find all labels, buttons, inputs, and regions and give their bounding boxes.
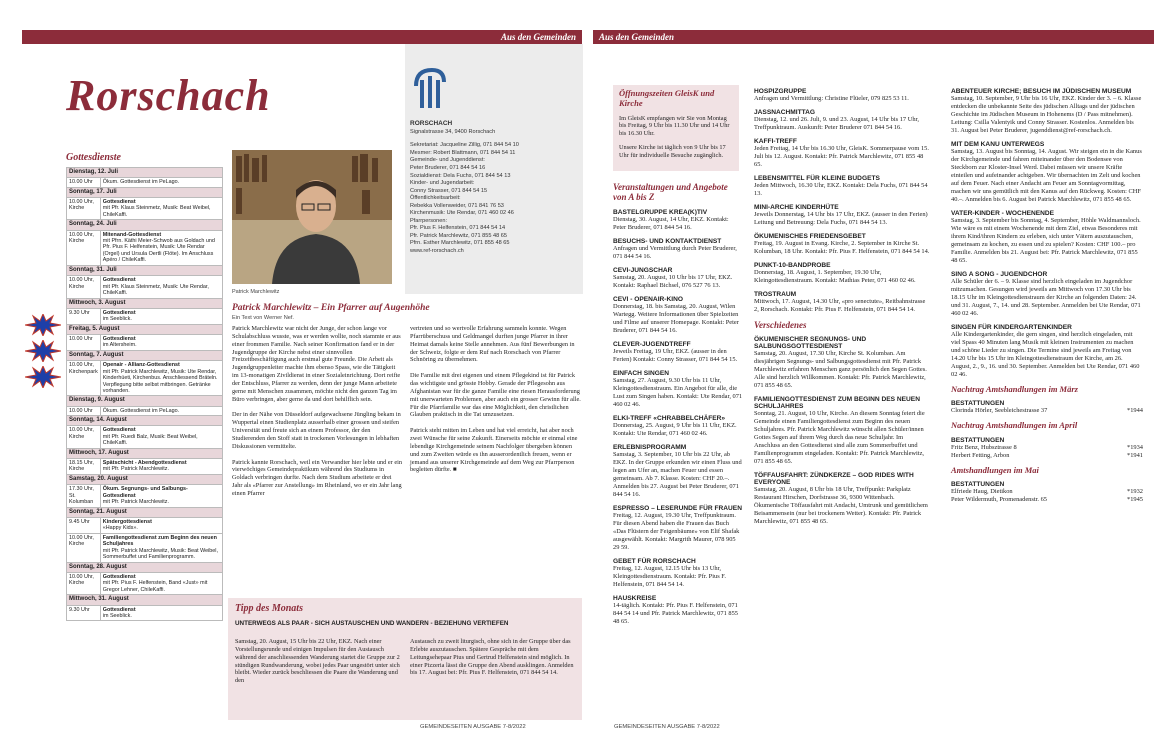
service-time: 10.00 Uhr, Kirche: [67, 426, 101, 448]
service-title: Ökum. Segnungs- und Salbungs-Gottesdienst: [102, 486, 188, 499]
service-detail: [100, 230, 222, 265]
service-row: [67, 426, 223, 448]
day-label: Mittwoch, 31. August: [67, 595, 223, 605]
service-row: [67, 517, 223, 533]
tipp-col-1: Samstag, 20. August, 15 Uhr bis 22 Uhr, EKZ. Nach einer Vorstellungsrunde und einigen Impulsen für den Austausch während der anschliessenden Wanderung startet die Gruppe zur 2 stündigen Rundwanderung, wobei jedes Paar ungestört unter sich bleibt. Wieder zurück beschliessen die Paare die Wanderung und den: [235, 638, 400, 685]
burial-name: Fritz Benz, Hubsztrasse 8: [951, 443, 1017, 451]
contact-line: Öffentlichkeitsarbeit:: [410, 195, 461, 202]
burial-year: *1945: [1127, 496, 1143, 504]
event-text: Samstag, 27. August, 9.30 Uhr bis 11 Uhr, Kleingottesdienstraum. Ein Angebot für alle, die Lust zum Singen haben. Kontakt: Ute Rendar, 071 460 02 46.: [613, 376, 743, 408]
event-heading: ÖKUMENISCHER SEGNUNGS- UND SALBUNGSGOTTESDIENST: [754, 336, 867, 350]
service-detail: [100, 572, 222, 594]
events-column-b: [754, 82, 930, 526]
event-heading: ELKI-TREFF «CHRABBELCHÄFER»: [613, 414, 726, 422]
service-row: [67, 572, 223, 594]
gottesdienste-section: [66, 152, 223, 621]
service-title: Familiengottesdienst zum Beginn des neuen Schuljahres: [102, 534, 217, 548]
service-detail: [100, 485, 222, 507]
service-time: 10.00 Uhr, Kirche: [67, 533, 101, 562]
burial-year: *1932: [1127, 488, 1143, 496]
service-detail: [100, 178, 222, 187]
contact-lines: [410, 142, 582, 255]
service-detail: [100, 533, 222, 562]
event-text: Mittwoch, 17. August, 14.30 Uhr, «pro senectute», Reitbahnstrasse 2, Rorschach. Kontakt: Pfr. Pius F. Helfenstein, 071 844 54 14.: [754, 298, 926, 313]
day-row: [67, 220, 223, 230]
contact-line: Mesmer: Robert Blattmann, 071 844 54 11: [410, 149, 516, 156]
tipp-title: Tipp des Monats: [235, 603, 303, 614]
event-text: Jeden Mittwoch, 16.30 Uhr, EKZ. Kontakt: Dela Fuchs, 071 844 54 13.: [754, 182, 928, 197]
event-heading: CEVI - OPENAIR-KINO: [613, 295, 683, 303]
event-heading: SINGEN FÜR KINDERGARTENKINDER: [951, 324, 1072, 331]
service-row: [67, 485, 223, 507]
header-bar-left: [22, 30, 582, 44]
service-detail: [100, 361, 222, 396]
service-row: [67, 458, 223, 474]
nachtrag-title: Nachtrag Amtshandlungen im April: [951, 420, 1078, 431]
burial-row: [951, 407, 1143, 415]
oeffnung-text-1: Im GleisK empfangen wir Sie von Montag bis Freitag, 9 Uhr bis 11.30 Uhr und 14 Uhr bis 16.30 Uhr.: [619, 114, 730, 138]
day-label: Dienstag, 9. August: [67, 396, 223, 406]
event-text: Anfragen und Vermittlung: Christine Flüeler, 079 825 53 11.: [754, 95, 909, 102]
day-label: Mittwoch, 17. August: [67, 448, 223, 458]
day-row: [67, 324, 223, 334]
burst-marker-icon: [25, 314, 61, 336]
contact-line: www.ref-rorschach.ch: [410, 247, 464, 254]
contact-line: Conny Strasser, 071 844 54 15: [410, 187, 488, 194]
burial-year: *1944: [1127, 407, 1143, 415]
event-text: Samstag, 10. September, 9 Uhr bis 16 Uhr, EKZ. Kinder der 3. – 6. Klasse entdecken die unbekannte Seite des jüdischen Alltags und der jüdischen Geschichte im Jüdischen Museum in Hohenems (D / Pass mitnehmen). Leitung: Csilla Valentyik und Conny Strasser. Kostenlos. Anmelden bis 31. August bei Peter Bruderer, jugenddienst@ref-rorschach.ch.: [951, 95, 1142, 134]
veranstaltungen-column: [613, 183, 743, 626]
oeffnung-text-2: Unsere Kirche ist täglich von 9 Uhr bis 17 Uhr für individuelle Besuche zugänglich.: [619, 144, 726, 159]
gottesdienste-table: [66, 167, 223, 621]
event-heading: EINFACH SINGEN: [613, 369, 670, 377]
nachtrag-subtitle: BESTATTUNGEN: [951, 436, 1005, 444]
event-heading: SING A SONG - JUGENDCHOR: [951, 271, 1048, 278]
event-heading: CLEVER-JUGENDTREFF: [613, 340, 691, 348]
service-text: mit Pfr. Klaus Steinmetz, Musik: Ute Rendar, ChileKaffi.: [102, 283, 209, 297]
day-label: Sonntag, 17. Juli: [67, 187, 223, 197]
burst-marker-icon: [25, 366, 61, 388]
portrait-photo: [232, 150, 392, 284]
service-text: im Seeblick.: [102, 316, 132, 323]
page-title: Rorschach: [66, 71, 271, 120]
footer-left: GEMEINDESEITEN AUSGABE 7-8/2022: [420, 724, 526, 730]
service-title: Gottesdienst: [102, 606, 136, 613]
nachtrag-section: [951, 385, 1143, 504]
contact-line: Pfr. Pius F. Helfenstein, 071 844 54 14: [410, 225, 506, 232]
contact-info: [410, 68, 582, 256]
service-time: 9.30 Uhr: [67, 605, 101, 621]
event-heading: BASTELGRUPPE KREA(K)TIV: [613, 208, 708, 216]
service-text: mit Pfr. Ruedi Balz, Musik: Beat Weibel, ChileKaffi.: [102, 433, 198, 447]
service-detail: [100, 406, 222, 415]
service-text: im Altersheim.: [102, 342, 137, 349]
tipp-col-2: Austausch zu zweit liturgisch, ohne sich in der Gruppe über das Erlebte auszutauschen. Spätere Gespräche mit dem Leitungsehepaar Pius und Gertrud Helfenstein sind möglich. In einer Pizzeria lässt die Gruppe den Abend ausklingen. Anmelden bis 17. August bei: Pfr. Pius F. Helfenstein, 071 844 54 14.: [410, 638, 574, 677]
event-text: 14-täglich. Kontakt: Pfr. Pius F. Helfenstein, 071 844 54 14 und Pfr. Patrick Marchlewitz, 071 855 48 65.: [613, 601, 738, 625]
verschiedenes-title: Verschiedenes: [754, 320, 807, 330]
service-text: mit Pfr. Klaus Steinmetz, Musik: Beat Weibel, ChileKaffi.: [102, 205, 211, 218]
event-text: Samstag, 3. September bis Sonntag, 4. September, Höhle Waldmannsloch. Wie wäre es mit einem Wochenende mit dem Ziel, etwas Besonderes mit ihrem Kind/ihren Kindern zu erleben, sich unter Vätern auszutauschen, gemeinsam zu kochen, zu essen und zu spielen? Kosten: CHF 100.– pro Familie. Anmelden bis 21. August bei: Pfr. Patrick Marchlewitz, 071 855 48 65.: [951, 217, 1141, 264]
header-label-left: Aus den Gemeinden: [500, 32, 576, 42]
service-text: Ökum. Gottesdienst im PeLago.: [102, 407, 180, 414]
contact-line: Gemeinde- und Jugenddienst:: [410, 157, 485, 164]
service-text: mit Pfr. Pius F. Helfenstein, Band «Just» mit Gregor Lehner, ChileKaffi.: [102, 580, 208, 593]
burial-row: [951, 496, 1143, 504]
service-row: [67, 533, 223, 562]
event-heading: BESUCHS- UND KONTAKTDIENST: [613, 237, 722, 245]
service-title: Gottesdienst: [102, 335, 136, 342]
event-heading: MINI-ARCHE KINDERHÜTE: [754, 204, 839, 211]
nachtrag-subtitle: BESTATTUNGEN: [951, 400, 1005, 408]
service-row: [67, 276, 223, 298]
service-title: Gottesdienst: [102, 198, 136, 205]
event-text: Freitag, 12. August, 12.15 Uhr bis 13 Uhr, Kleingottesdienstraum. Kontakt: Pfr. Pius F. Helfenstein, 071 844 54 14.: [613, 564, 726, 588]
event-heading: LEBENSMITTEL FÜR KLEINE BUDGETS: [754, 175, 880, 182]
service-time: 17.30 Uhr, St. Kolumban: [67, 485, 101, 507]
article-col-2: vertreten und so wertvolle Erfahrung sammeln konnte. Wegen Pfarrüberschuss und Geldmangel durften junge Pfarrer in ihrer Heimat damals keine Stelle annehmen. Aus fünf Bewerbungen in der Schweiz, folgte er dem Ruf nach Rorschach von Pfarrer Schnöring zu übernehmen. Die Familie mit drei eigenen und einem Pflegekind ist für Patrick das wichtigste und grösste Hobby. Gerade der Pflegesohn aus Afghanistan war für die ganze Familie eine riesen Herausforderung mit unerwarteten Problemen, aber auch ein grosser Gewinn für alle. Für die Pfarrfamilie war das eine Möglichkeit, den christlichen Glauben praktisch in die Tat umzusetzen. Patrick steht mitten im Leben und hat viel erreicht, hat aber noch zwei Wünsche für seine Zukunft. Einerseits möchte er einmal eine lebendige Kirchgemeinde seinem Nachfolger übergeben können und zum Zweiten würde es ihn ausserordentlich freuen, wenn er jemand aus unserer Kirchgemeinde auf dem Weg zur Pfarrperson begleiten dürfte. ■: [410, 325, 581, 474]
day-row: [67, 396, 223, 406]
nachtrag-title: Amtshandlungen im Mai: [951, 464, 1039, 475]
event-text: Jeweils Donnerstag, 14 Uhr bis 17 Uhr, EKZ. (ausser in den Ferien) Leitung und Betreuung: Dela Fuchs, 071 844 54 13.: [754, 211, 928, 226]
events-column-c: [951, 82, 1143, 504]
day-row: [67, 265, 223, 275]
day-label: Dienstag, 12. Juli: [67, 168, 223, 178]
header-label-right: Aus den Gemeinden: [599, 32, 675, 42]
event-text: Freitag, 19. August in Evang. Kirche, 2. September in Kirche St. Kolumban, 18 Uhr. Kontakt: Pfr. Pius F. Helfenstein, 071 844 54 14.: [754, 240, 930, 255]
day-row: [67, 448, 223, 458]
burial-name: Clorinda Hörler, Seebleichestrasse 37: [951, 407, 1048, 415]
service-detail: [100, 426, 222, 448]
event-heading: FAMILIENGOTTESDIENST ZUM BEGINN DES NEUEN SCHULJAHRES: [754, 396, 920, 410]
event-heading: ABENTEUER KIRCHE; BESUCH IM JÜDISCHEN MUSEUM: [951, 88, 1132, 95]
event-list-c: [951, 88, 1143, 379]
event-text: Donnerstag, 18. August, 1. September, 19.30 Uhr, Kleingottesdienstraum. Kontakt: Mathias Peter, 071 460 02 46.: [754, 269, 916, 284]
service-time: 10.00 Uhr: [67, 334, 101, 350]
day-row: [67, 298, 223, 308]
service-detail: [100, 334, 222, 350]
event-text: Alle Kindergartenkinder, die gern singen, sind herzlich eingeladen, mit viel Spass 40 Minuten lang Musik mit kleinen Instrumenten zu machen und schöne Lieder zu singen. Die Termine sind jeweils am Freitag von 14.20 Uhr bis 15 Uhr im Kleingottesdienstraum der Kirche, am 26. August, 2., 9., 16. und 30. September. Anmelden bei Ute Rendar, 071 460 02 46.: [951, 331, 1140, 378]
contact-line: Kinder- und Jugendarbeit:: [410, 180, 475, 187]
contact-line: Sekretariat: Jacqueline Zillig, 071 844 54 10: [410, 142, 519, 149]
event-heading: CEVI-JUNGSCHAR: [613, 266, 673, 274]
event-text: Freitag, 12. August, 19.30 Uhr, Treffpunktraum. Für diesen Abend haben die Frauen das Buch «Das Flüstern der Feigenbäume» von Elif Shafak ausgewählt. Kontakt: Margrith Maurer, 078 905 29 59.: [613, 511, 740, 551]
contact-line: Pfr. Patrick Marchlewitz, 071 855 48 65: [410, 232, 508, 239]
service-row: [67, 406, 223, 415]
contact-line: Sozialdienst: Dela Fuchs, 071 844 54 13: [410, 172, 511, 179]
gottesdienste-title: Gottesdienste: [66, 152, 121, 163]
event-heading: VATER-KINDER - WOCHENENDE: [951, 210, 1055, 217]
event-heading: HAUSKREISE: [613, 594, 657, 602]
event-text: Jeden Freitag, 14 Uhr bis 16.30 Uhr, GleisK. Sommerpause vom 15. Juli bis 12. August. Kontakt: Pfr. Patrick Marchlewitz, 071 855 48 65.: [754, 145, 929, 168]
service-title: Openair - Allianz-Gottesdienst: [102, 362, 180, 369]
event-heading: GEBET FÜR RORSCHACH: [613, 557, 696, 565]
nachtrag-title: Nachtrag Amtshandlungen im März: [951, 384, 1078, 394]
event-heading: ERLEBNISPROGRAMM: [613, 443, 687, 451]
event-text: Samstag, 20. August, 8 Uhr bis 18 Uhr, Treffpunkt: Parkplatz Restaurant Hirschen, Dorfstrasse 36, 9300 Wittenbach. Ökumenische Töffausfahrt mit Andacht, Umtrunk und gemütlichem Beisammensein (nur bei trockenem Wetter). Kontakt: Pfr. Patrick Marchlewitz, 071 855 48 65.: [754, 486, 928, 525]
event-text: Anfragen und Vermittlung durch Peter Bruderer, 071 844 54 16.: [613, 244, 737, 260]
service-detail: [100, 517, 222, 533]
day-row: [67, 595, 223, 605]
event-text: Sonntag, 21. August, 10 Uhr, Kirche. An diesem Sonntag feiert die Gemeinde einen Familiengottesdienst zum Beginn des neuen Schuljahres. Pfr. Patrick Marchlewitz wünscht allen Schüler/innen Gottes Segen auf ihrem Weg durch das neue Schuljahr. Im Anschluss an den Gottesdienst sind alle zum Sommerbuffet und Familienprogramm eingeladen. Kontakt: Pfr. Patrick Marchlewitz, 071 855 48 65.: [754, 410, 925, 465]
service-time: 10.00 Uhr, Kirche: [67, 276, 101, 298]
article-title: Patrick Marchlewitz – Ein Pfarrer auf Augenhöhe: [232, 303, 430, 313]
service-row: [67, 308, 223, 324]
event-heading: JASSNACHMITTAG: [754, 109, 816, 116]
burial-row: [951, 444, 1143, 452]
day-label: Freitag, 5. August: [67, 324, 223, 334]
service-text: mit Pfrn. Käthi Meier-Schwob aus Goldach und Pfr. Pius F. Helfenstein, Musik: Ute Rendar (Orgel) und Ursula Oertli (Flöte). Im Anschluss Apéro / ChileKaffi.: [102, 237, 215, 264]
article-byline: Ein Text von Werner Nef.: [232, 315, 294, 321]
contact-line: Rebekka Vollenweider, 071 841 76 53: [410, 202, 504, 209]
burial-year: *1934: [1127, 443, 1143, 451]
service-text: im Seeblick.: [102, 613, 132, 619]
service-time: 10.00 Uhr, Kirchenpark: [67, 361, 101, 396]
day-label: Sonntag, 28. August: [67, 562, 223, 572]
service-text: «Happy Kids».: [102, 525, 138, 532]
day-row: [67, 507, 223, 517]
photo-caption: Patrick Marchlewitz: [232, 289, 280, 295]
day-row: [67, 168, 223, 178]
day-row: [67, 416, 223, 426]
service-detail: [100, 605, 222, 621]
service-text: mit Pfr. Patrick Marchlewitz, Musik: Ute Rendar, Kinderhüeti, Kirchenbus. Anschliessend Bräteln. Verpflegung bitte selbst mitbringen. Getränke vorhanden.: [102, 368, 218, 394]
event-text: Donnerstag, 25. August, 9 Uhr bis 11 Uhr, EKZ. Kontakt: Ute Rendar, 071 460 02 46.: [613, 421, 737, 437]
contact-name: RORSCHACH: [410, 120, 453, 127]
header-bar-right: [593, 30, 1154, 44]
event-heading: HOSPIZGRUPPE: [754, 88, 807, 95]
service-time: 10.00 Uhr, Kirche: [67, 197, 101, 219]
burial-year: *1941: [1127, 451, 1143, 459]
burial-row: [951, 452, 1143, 460]
burial-name: Peter Wildermuth, Promenadenstr. 65: [951, 496, 1047, 504]
service-detail: [100, 197, 222, 219]
service-title: Mitenand-Gottesdienst: [102, 231, 162, 238]
event-text: Samstag, 20. August, 17.30 Uhr, Kirche St. Kolumban. Am diesjährigen Segnungs- und Salbungsgottesdienst mit Pfr. Patrick Marchlewitz erfahren Menschen ganz persönlich den Segen Gottes. Alle sind herzlich Willkommen. Kontakt: Pfr. Patrick Marchlewitz, 071 855 48 65.: [754, 350, 927, 389]
contact-address: Signalstrasse 34, 9400 Rorschach: [410, 128, 496, 135]
event-text: Dienstag, 30. August, 14 Uhr, EKZ. Kontakt: Peter Bruderer, 071 844 54 16.: [613, 215, 729, 231]
service-time: 10.00 Uhr: [67, 178, 101, 187]
burial-row: [951, 488, 1143, 496]
service-time: 9.45 Uhr: [67, 517, 101, 533]
service-time: 10.00 Uhr, Kirche: [67, 230, 101, 265]
event-list-b: [754, 88, 930, 314]
footer-right: GEMEINDESEITEN AUSGABE 7-8/2022: [614, 724, 720, 730]
day-label: Mittwoch, 3. August: [67, 298, 223, 308]
service-text: mit Pfr. Patrick Marchlewitz, Musik: Beat Weibel, Sommerbuffet und Familienprogramm.: [102, 547, 218, 561]
event-list-b2: [754, 336, 930, 526]
day-label: Sonntag, 14. August: [67, 416, 223, 426]
service-detail: [100, 276, 222, 298]
service-detail: [100, 308, 222, 324]
service-detail: [100, 458, 222, 474]
service-title: Gottesdienst: [102, 277, 136, 284]
service-row: [67, 178, 223, 187]
service-row: [67, 605, 223, 621]
event-text: Samstag, 3. September, 10 Uhr bis 22 Uhr, ab EKZ. In der Gruppe erkunden wir einen Fluss und legen am Ufer an, machen Feuer und essen gemeinsam. Ab 7. Klasse. Kosten: CHF 20.–. Anmelden bis 27. August bei Peter Bruderer, 071 844 54 16.: [613, 450, 742, 498]
service-title: Gottesdienst: [102, 427, 136, 434]
event-heading: KAFFI-TREFF: [754, 138, 797, 145]
event-text: Samstag, 13. August bis Sonntag, 14. August. Wir steigen ein in die Kanus der Kirchgemeinde und fahren miteinander über den Bodensee von Steckborn zur Kloster-Insel Werd. Dabei müssen wir unsere Kräfte einteilen und aufeinander achtgeben. Wir übernachten im Zelt und kochen auf dem Feuer. Nach einer Andacht am Feuer am Sonntagvormittag, machen wir uns gemütlich mit den Kanus auf den Rückweg. Kosten: CHF 40.–. Anmelden bis 6. August bei Patrick Marchlewitz, 071 855 48 65.: [951, 148, 1142, 203]
contact-line: Peter Bruderer, 071 844 54 16: [410, 164, 486, 171]
day-label: Sonntag, 21. August: [67, 507, 223, 517]
service-title: Spätschicht - Abendgottesdienst: [102, 459, 187, 466]
service-time: 10.00 Uhr: [67, 406, 101, 415]
day-label: Sonntag, 31. Juli: [67, 265, 223, 275]
event-text: Alle Schüler der 6. – 9. Klasse sind herzlich eingeladen im Jugendchor mitzumachen. Gesungen wird jeweils am Mittwoch von 17.30 Uhr bis 18.15 Uhr im Kleingottesdienstraum der Kirche an folgenden Daten: 24. und 31. August, 7., 14. und 28. September. Anmelden bei Ute Rendar, 071 460 02 46.: [951, 278, 1141, 317]
veranstaltungen-title: Veranstaltungen und Angebote von A bis Z: [613, 182, 728, 202]
article-header: [232, 303, 582, 321]
day-label: Sonntag, 24. Juli: [67, 220, 223, 230]
day-row: [67, 562, 223, 572]
event-heading: PUNKT-10-BANDPROBE: [754, 262, 831, 269]
contact-line: Pfarrpersonen:: [410, 217, 448, 224]
day-row: [67, 350, 223, 360]
day-row: [67, 187, 223, 197]
event-heading: TROSTRAUM: [754, 291, 797, 298]
service-text: Ökum. Gottesdienst im PeLago.: [102, 179, 180, 186]
service-row: [67, 361, 223, 396]
contact-line: Kirchenmusik: Ute Rendar, 071 460 02 46: [410, 210, 514, 217]
day-row: [67, 474, 223, 484]
service-text: mit Pfr. Patrick Marchlewitz.: [102, 499, 169, 506]
event-heading: TÖFFAUSFAHRT: ZÜNDKERZE – GOD RIDES WITH EVERYONE: [754, 472, 914, 486]
event-heading: ÖKUMENISCHES FRIEDENSGEBET: [754, 233, 866, 240]
service-row: [67, 334, 223, 350]
service-row: [67, 197, 223, 219]
burst-marker-icon: [25, 340, 61, 362]
contact-line: Pfrn. Esther Marchlewitz, 071 855 48 65: [410, 240, 510, 247]
oeffnung-box: [613, 85, 739, 171]
nachtrag-subtitle: BESTATTUNGEN: [951, 481, 1005, 489]
tipp-subtitle: UNTERWEGS ALS PAAR - SICH AUSTAUSCHEN UND WANDERN - BEZIEHUNG VERTIEFEN: [235, 620, 509, 627]
service-title: Gottesdienst: [102, 309, 136, 316]
event-text: Donnerstag, 18. bis Samstag, 20. August, Wilen Wartegg. Weitere Informationen über Spielzeiten und Filme auf unserer Homepage. Kontakt: Peter Bruderer, 071 844 54 16.: [613, 302, 739, 334]
event-heading: ESPRESSO – LESERUNDE FÜR FRAUEN: [613, 504, 742, 512]
service-title: Kindergottesdienst: [102, 518, 152, 525]
event-heading: MIT DEM KANU UNTERWEGS: [951, 141, 1045, 148]
burial-name: Elfriede Haug, Dietikon: [951, 488, 1013, 496]
event-text: Samstag, 20. August, 10 Uhr bis 17 Uhr, EKZ. Kontakt: Raphael Bichsel, 076 527 76 13.: [613, 273, 733, 289]
oeffnung-title: Öffnungszeiten GleisK und Kirche: [619, 88, 715, 108]
service-time: 10.00 Uhr, Kirche: [67, 572, 101, 594]
service-title: Gottesdienst: [102, 573, 136, 580]
burial-name: Herbert Fetting, Arbon: [951, 451, 1010, 459]
article-col-1: Patrick Marchlewitz war nicht der Junge, der schon lange vor Schulabschluss wusste, was er werden wollte, noch stammte er aus einer frommen Familie. Nach seiner Konfirmation fand er in der Jugendgruppe der Kirche nebst einer sinnvollen Freizeitbeschäftigung auch erstmal gute Freunde. Die Arbeit als Jugendgruppenleiter machte ihm ebenso Spass, wie die Tätigkeit im 13-monatigen Zivildienst in einer Sozialeinrichtung. Dort reifte der Entschluss, Pfarrer zu werden, denn der junge Mann arbeitete gerne mit Menschen zusammen, möchte nicht den ganzen Tag im Büro verbringen, aber gerne da und dort behilflich sein. Der in der Nähe von Düsseldorf aufgewachsene Jüngling bekam in Wuppertal einen Studienplatz ausserhalb einer grossen und steifen Universität und freute sich an einem Professor, der den Studierenden den Stoff statt in trockenen Vorlesungen in lebhaften Diskussionen vermittelte. Patrick kannte Rorschach, weil ein Verwandter hier lebte und er ein vierwöchiges Gemeindepraktikum während des Studiums in Goldach verbringen durfte. Nach dem Studium arbeitete er drei Jahr als «Pfarrer zur Anstellung» im Rheinland, wo er ein Jahr lang einen Pfarrer: [232, 325, 403, 498]
day-label: Sonntag, 7. August: [67, 350, 223, 360]
tipp-box: [228, 598, 582, 720]
event-list-a: [613, 209, 743, 626]
service-text: mit Pfr. Patrick Marchlewitz.: [102, 466, 169, 473]
day-label: Samstag, 20. August: [67, 474, 223, 484]
service-time: 18.15 Uhr, Kirche: [67, 458, 101, 474]
service-time: 9.30 Uhr: [67, 308, 101, 324]
service-row: [67, 230, 223, 265]
event-text: Dienstag, 12. und 26. Juli, 9. und 23. August, 14 Uhr bis 17 Uhr, Treffpunktraum. Auskunft: Peter Bruderer 071 844 54 16.: [754, 116, 920, 131]
event-text: Jeweils Freitag, 19 Uhr, EKZ. (ausser in den Ferien) Kontakt: Conny Strasser, 071 844 54 15.: [613, 347, 738, 363]
